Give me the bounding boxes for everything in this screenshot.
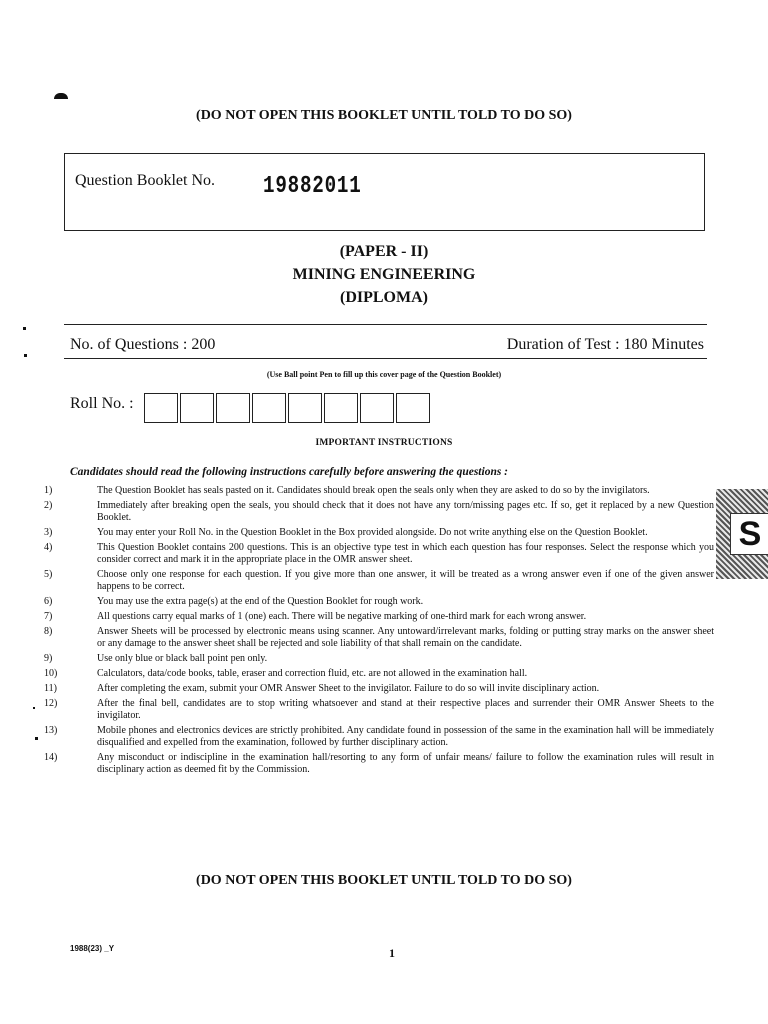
instruction-text: This Question Booklet contains 200 questions. This is an objective type test in which each question has four responses. Select the response which you consider correct and mark it in the appropriate place in the OMR answer sheet. bbox=[97, 542, 714, 565]
instruction-number: 2) bbox=[44, 500, 53, 511]
booklet-number-box bbox=[64, 153, 705, 231]
instruction-number: 12) bbox=[44, 698, 58, 709]
instruction-number: 9) bbox=[44, 653, 53, 664]
instruction-item bbox=[44, 611, 714, 623]
instruction-item bbox=[44, 596, 714, 608]
top-notice: (DO NOT OPEN THIS BOOKLET UNTIL TOLD TO DO SO) bbox=[196, 108, 572, 123]
roll-box[interactable] bbox=[144, 393, 178, 423]
instruction-text: Any misconduct or indiscipline in the examination hall/resorting to any form of unfair means/ failure to follow the examination rules will result in disciplinary action as deemed fit by the Commission. bbox=[97, 752, 714, 775]
roll-box[interactable] bbox=[180, 393, 214, 423]
instruction-item bbox=[44, 527, 714, 539]
roll-box[interactable] bbox=[324, 393, 358, 423]
instruction-number: 5) bbox=[44, 569, 53, 580]
instruction-item bbox=[44, 752, 714, 776]
instruction-number: 13) bbox=[44, 725, 58, 736]
seal-letter: S bbox=[730, 513, 768, 555]
roll-box[interactable] bbox=[396, 393, 430, 423]
instruction-text: Immediately after breaking open the seals, you should check that it does not have any torn/missing pages etc. If so, get it replaced by a new Question Booklet. bbox=[97, 500, 714, 523]
instruction-number: 7) bbox=[44, 611, 53, 622]
instruction-item bbox=[44, 668, 714, 680]
bottom-notice: (DO NOT OPEN THIS BOOKLET UNTIL TOLD TO DO SO) bbox=[196, 873, 572, 888]
roll-number-label: Roll No. : bbox=[70, 395, 134, 412]
instruction-text: After completing the exam, submit your OMR Answer Sheet to the invigilator. Failure to do so will invite disciplinary action. bbox=[97, 683, 600, 694]
instruction-number: 8) bbox=[44, 626, 53, 637]
instruction-number: 11) bbox=[44, 683, 57, 694]
paper-line-1: (PAPER - II) bbox=[339, 243, 429, 260]
roll-box[interactable] bbox=[360, 393, 394, 423]
instruction-text: You may use the extra page(s) at the end of the Question Booklet for rough work. bbox=[97, 596, 424, 607]
roll-box[interactable] bbox=[288, 393, 322, 423]
divider-bottom bbox=[64, 358, 707, 359]
instruction-text: The Question Booklet has seals pasted on it. Candidates should break open the seals only when they are asked to do so by the invigilators. bbox=[97, 485, 650, 496]
instruction-item bbox=[44, 698, 714, 722]
instruction-text: Choose only one response for each question. If you give more than one answer, it will be treated as a wrong answer even if one of the given answer happens to be correct. bbox=[97, 569, 714, 592]
instructions-list bbox=[44, 485, 714, 779]
pen-note: (Use Ball point Pen to fill up this cover page of the Question Booklet) bbox=[266, 370, 502, 379]
scan-dot bbox=[33, 707, 35, 709]
instruction-number: 3) bbox=[44, 527, 53, 538]
scan-dot bbox=[23, 327, 26, 330]
instruction-number: 4) bbox=[44, 542, 53, 553]
scan-dot bbox=[24, 354, 27, 357]
roll-box[interactable] bbox=[252, 393, 286, 423]
footer-code: 1988(23) _Y bbox=[70, 944, 115, 953]
instruction-item bbox=[44, 626, 714, 650]
instruction-text: You may enter your Roll No. in the Question Booklet in the Box provided alongside. Do not write anything else on the Question Booklet. bbox=[97, 527, 648, 538]
divider-top bbox=[64, 324, 707, 325]
scan-dot bbox=[35, 737, 38, 740]
roll-box[interactable] bbox=[216, 393, 250, 423]
instruction-text: Mobile phones and electronics devices are strictly prohibited. Any candidate found in possession of the same in the examination hall will be immediately disqualified and expelled from the examination, followed by further disciplinary action. bbox=[97, 725, 714, 748]
instruction-text: After the final bell, candidates are to stop writing whatsoever and stand at their respective places and surrender their OMR Answer Sheets to the invigilator. bbox=[97, 698, 714, 721]
instruction-text: All questions carry equal marks of 1 (one) each. There will be negative marking of one-third mark for each wrong answer. bbox=[97, 611, 587, 622]
scan-mark bbox=[54, 93, 68, 99]
instruction-item bbox=[44, 485, 714, 497]
instructions-lead: Candidates should read the following instructions carefully before answering the questions : bbox=[70, 466, 509, 478]
instruction-text: Answer Sheets will be processed by electronic means using scanner. Any untoward/irrelevant marks, folding or putting stray marks on the answer sheet or any damage to the answer sheet shall be rejected and sole liability of that shall remain on the candidate. bbox=[97, 626, 714, 649]
paper-line-2: MINING ENGINEERING bbox=[292, 266, 476, 283]
instruction-number: 14) bbox=[44, 752, 58, 763]
booklet-number: 19882011 bbox=[263, 173, 362, 200]
roll-number-boxes[interactable] bbox=[144, 393, 432, 423]
page-number: 1 bbox=[389, 946, 395, 960]
instruction-number: 1) bbox=[44, 485, 53, 496]
instruction-item bbox=[44, 683, 714, 695]
instruction-number: 6) bbox=[44, 596, 53, 607]
test-duration: Duration of Test : 180 Minutes bbox=[506, 336, 704, 353]
instruction-item bbox=[44, 653, 714, 665]
paper-line-3: (DIPLOMA) bbox=[340, 289, 428, 306]
question-count: No. of Questions : 200 bbox=[70, 336, 216, 353]
important-instructions-title: IMPORTANT INSTRUCTIONS bbox=[315, 438, 453, 448]
seal-stamp bbox=[716, 489, 768, 579]
instruction-item bbox=[44, 500, 714, 524]
instruction-item bbox=[44, 569, 714, 593]
paper-title bbox=[0, 240, 768, 309]
instruction-number: 10) bbox=[44, 668, 58, 679]
booklet-label: Question Booklet No. bbox=[75, 172, 215, 189]
instruction-item bbox=[44, 725, 714, 749]
instruction-item bbox=[44, 542, 714, 566]
instruction-text: Calculators, data/code books, table, eraser and correction fluid, etc. are not allowed in the examination hall. bbox=[97, 668, 528, 679]
instruction-text: Use only blue or black ball point pen only. bbox=[97, 653, 268, 664]
